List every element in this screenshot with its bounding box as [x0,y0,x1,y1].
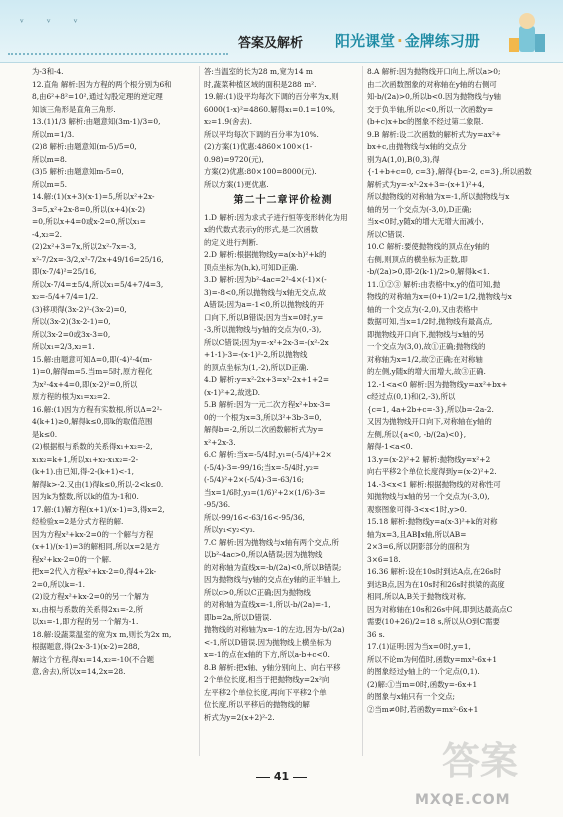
answer-line: 轴的另一个交点为(-3,0),D正确; [367,204,472,214]
answer-line: 19.解:(1)设平均每次下调的百分率为x,则 [204,92,339,101]
answer-line: 因为k为整数,所以k的值为-1和0. [32,492,139,501]
answer-line: 7.C 解析:因为抛物线与x轴有两个交点,所 [204,537,339,547]
answer-line: 以x₁=-1,即方程的另一个解为-1. [32,617,139,626]
answer-line: 1.D 解析:因为求式子进行恒等变形转化为用 [204,212,348,222]
answer-line: 把x=2代入方程x²+kx-2=0,得4+2k- [32,567,157,576]
answer-line: 2个单位长度,相当于把抛物线y=2x²向 [204,675,330,684]
answer-line: 根据题意,得(2x-3-1)(x-2)=288, [32,642,140,651]
answer-line: c经过点(0,1)和(2,-3),所以 [367,392,456,401]
answer-line: 以b²-4ac>0,所以A错误;因为抛物线 [204,550,323,559]
answer-line: 8.B 解析:把x轴、y轴分别向上、向右平移 [204,662,341,672]
answer-line: 8,由6²+8²=10²,通过勾股定理的逆定理 [32,92,163,101]
answer-line: 因为方程x²+kx-2=0的一个解与方程 [32,529,154,539]
answer-line: 所以方案(1)更优惠. [204,179,269,189]
answer-line: 的对称轴为直线x=-1,所以-b/(2a)=-1, [204,600,331,609]
brand-title [335,30,480,51]
answer-line: (2)设方程x²+kx-2=0的另一个解为 [32,592,149,601]
page-footer [0,770,563,783]
answer-line: 物线的对称轴为x=(0+1)/2=1/2,抛物线与x [367,292,512,301]
answer-line: 析式为y=2(x+2)²-2. [204,712,275,722]
answer-line: (2)解:①当m=0时,函数y=-6x+1 [367,679,478,689]
answer-line: =0,所以x+4=0或x-2=0,所以x₁= [32,217,146,226]
answer-line: 交于负半轴,所以c<0,所以一次函数y= [367,104,494,114]
answer-line: 所以x₁=2/3,x₂=1. [32,342,95,351]
answer-line: 4.D 解析:y=x²-2x+3=x²-2x+1+2= [204,375,330,384]
answer-line: +1-1)-3=-(x-1)²-2,所以抛物线 [204,350,308,359]
answer-line: 3)=-8<0,所以抛物线与x轴无交点,故 [204,287,327,297]
answer-line: 时,蔬菜种植区域的面积是288 m². [204,79,317,89]
answer-line: 所以c>0,所以C正确;因为抛物线 [204,587,311,597]
answer-line: 15.18 解析:抛物线y=a(x-3)²+k的对称 [367,517,498,526]
answer-line: 因为抛物线与y轴的交点在y轴的正半轴上, [204,575,341,584]
answer-line: 当x<0时,y随x的增大无增大而减小, [367,217,484,226]
answer-line: 1)=0,解得m=5.当m=5时,原方程化 [32,367,153,376]
answer-line: 左侧,所以{a<0, -b/(2a)<0}, [367,429,467,439]
answer-line: 解得k>-2.又由(1)得k≤0,所以-2<k≤0. [32,479,164,489]
answer-line: x₂=-5/4+7/4=1/2. [32,292,99,301]
answer-line: 数据可知,当x=1/2时,抛物线有最高点, [367,317,493,326]
answer-line: 解得b=-2,所以二次函数解析式为y= [204,425,324,434]
answer-line: 别为A(1,0),B(0,3),得 [367,154,440,164]
answer-line: 的对称轴为直线x=-b/(2a)<0,所以B错误; [204,562,342,572]
answer-line: bx+c,由抛物线与x轴的交点分 [367,142,467,151]
answer-line: 所以3x-2=0或3x-3=0, [32,329,111,339]
answer-line: 3×6=18. [367,554,401,564]
answer-line: 2.D 解析:根据抛物线y=a(x-h)²+k的 [204,250,327,259]
answer-line: 所以y₁<y₂<y₃. [204,525,255,534]
page-number: 41 [273,770,290,783]
svg-text:答案: 答案 [442,739,519,783]
answer-line: 解析式为y=-x²-2x+3=-(x+1)²+4, [367,179,485,189]
answer-line: x₁x₂=k+1,所以x₁+x₂-x₁x₂=-2- [32,454,139,464]
answer-line: -3,所以抛物线与y轴的交点为(0,-3), [204,325,322,334]
answer-line: 知抛物线与x轴的另一个交点为(-3,0), [367,492,490,501]
answer-line: 9.B 解析:设二次函数的解析式为y=ax²+ [367,129,502,139]
answer-line: 4(k+1)≥0,解得k≤0,即k的取值范围 [32,417,153,426]
answer-line: (2)方案(1)优惠:4860×100×(1- [204,142,313,151]
answer-line: 3=5,x²+2x-8=0,所以(x+4)(x-2) [32,204,146,214]
answer-line: 所以m=1/3. [32,129,75,139]
answer-line: <-1,所以D错误.因为抛物线上横坐标为 [204,637,332,647]
answer-line: (b+c)x+bc的图象不经过第二象限. [367,117,484,126]
answer-line: x的代数式表示y的形式,是二次函数 [204,225,319,234]
answer-line: 需要(10+26)/2=18 s,所以从O到C需要 [367,617,500,626]
answer-line: 0的一个根为x=3,所以3²+3b-3=0, [204,412,322,422]
answer-column-left [32,66,194,756]
brand-name-b: 金牌练习册 [404,32,480,50]
answer-line: 36 s. [367,629,385,639]
brand-separator: · [397,32,403,50]
answer-line: 所以C错误. [367,229,405,239]
answer-column-middle [199,66,362,756]
answer-line: 位长度,所以平移后的抛物线的解 [204,700,310,709]
answer-line: 抛物线的对称轴为x=-1的左边,因为-b/(2a) [204,625,345,634]
answer-line: 是k≤0. [32,429,58,439]
answer-line: 所以(3x-2)(3x-2-1)=0, [32,317,111,326]
answer-line: 因为对称轴在10s和26s中间,即到达最高点C [367,604,513,614]
answer-line: 一个交点为(3,0),故①正确;抛物线的 [367,342,486,351]
answer-line: 3.D 解析:因为b²-4ac=2²-4×(-1)×(- [204,275,327,284]
section-heading: 第二十二章评价检测 [233,195,333,206]
answer-line: 所以抛物线的对称轴为x=-1,所以抛物线与x [367,192,510,201]
birds-decoration-icon: ᵛ ᵛ ᵛ [20,18,88,29]
answer-line: 13.(1)1/3 解析:由题意知(3m-1)/3=0, [32,117,161,126]
answer-line: (-5/4)²+2×(-5/4)-3=-63/16; [204,475,305,484]
answer-line: 13.y=(x-2)²+2 解析:抛物线y=x²+2 [367,454,491,464]
answer-line: 8.A 解析:因为抛物线开口向上,所以a>0; [367,67,501,76]
answer-line: 所以m=8. [32,154,68,164]
page-header [0,0,563,63]
answer-line: 的定义进行判断. [204,237,259,247]
answer-line: 对称轴为x=1/2,故②正确;在对称轴 [367,354,483,364]
answer-line: -95/36. [204,500,231,509]
answer-line: 16.36 解析:设在10s时到达A点,在26s时 [367,567,501,576]
answer-line: 11.①②③ 解析:由表格中x,y的值可知,抛 [367,279,501,289]
answer-line: -b/(2a)>0,即-2(k-1)/2>0,解得k<1. [367,267,490,276]
answer-line: 2×3=6,所以阴影部分的面积为 [367,542,470,551]
answer-line: 14.-3<x<1 解析:根据抛物线的对称性可 [367,479,501,489]
page-title: 答案及解析 [238,36,304,51]
answer-line: 18.解:设蔬菜温室的宽为x m,则长为2x m, [32,629,172,639]
answer-line: 0.98)=9720(元), [204,154,264,164]
answer-line: 所以m=5. [32,179,68,189]
answer-line: 17.(1)证明:因为当x=0时,y=1, [367,642,471,651]
answer-line: 的图象与x轴只有一个交点; [367,692,455,701]
mascot-icon [505,8,549,58]
answer-line: 方案(2)优惠:80×100=8000(元). [204,167,317,176]
answer-line: 又因为抛物线开口向下,对称轴在y轴的 [367,417,492,426]
answer-line: 轴为x=3,且AB∥x轴,所以AB= [367,529,467,539]
answer-line: 16.解:(1)因为方程有实数根,所以Δ=2²- [32,404,163,414]
answer-line: 知该三角形是直角三角形. [32,104,116,114]
answer-line: x₁,由根与系数的关系得2x₁=-2,所 [32,604,143,614]
answer-line: 14.解:(1)(x+3)(x-1)=5,所以x²+2x- [32,192,155,201]
answer-line: 顶点坐标为(h,k),可知D正确. [204,262,299,272]
answer-line: 程x²+kx-2=0的一个解. [32,554,112,564]
answer-line: {-1+b+c=0, c=3},解得{b=-2, c=3},所以函数 [367,167,532,176]
answer-line: (-5/4)-3=-99/16;当x=-5/4时,y₂= [204,462,320,472]
answer-line: 15.解:由题意可知Δ=0,即(-4)²-4(m- [32,354,153,364]
answer-line: ②当m≠0时,若函数y=mx²-6x+1 [367,704,479,714]
answer-line: (3)5 解析:由题意知m-5=0, [32,167,124,176]
answer-line: -4,x₂=2. [32,229,62,239]
answer-line: 17.解:(1)解方程(x+1)/(x-1)=3,得x=2, [32,504,165,514]
answer-line: 12.直角 解析:因为方程的两个根分别为6和 [32,79,172,89]
answer-line: 6000(1-x)²=4860.解得x₁=0.1=10%, [204,104,336,114]
answer-line: 当x=1/6时,y₃=(1/6)²+2×(1/6)-3= [204,487,326,497]
answer-line: 所以x-7/4=±5/4,所以x₁=5/4+7/4=3, [32,279,164,289]
answer-line: {c=1, 4a+2b+c=-3},所以b=-2a-2. [367,404,494,414]
answer-line: x₂=1.9(舍去). [204,117,252,126]
answer-line: 5.B 解析:因为一元二次方程x²+bx-3= [204,400,331,409]
answer-line: A错误;因为a=-1<0,所以抛物线的开 [204,300,325,309]
answer-line: 即抛物线开口向下,抛物线与x轴的另 [367,329,485,339]
answer-line: 右侧,则顶点的横坐标为正数,即 [367,254,468,264]
answer-line: 轴的一个交点为(-2,0),又由表格中 [367,304,479,314]
answer-line: 的图象经过y轴上的一个定点(0,1). [367,667,480,676]
footer-dash-right [293,777,307,778]
answer-line: 解这个方程,得x₁=14,x₂=-10(不合题 [32,654,155,664]
answer-line: 到达B点,因为在10s时和26s时拱梁的高度 [367,579,505,589]
answer-line: (x+1)/(x-1)=3的解相同,所以x=2是方 [32,542,160,551]
answer-line: 所以-99/16<-63/16<-95/36, [204,512,305,522]
answer-line: 所以C错误;因为y=-x²+2x-3=-(x²-2x [204,337,329,347]
answer-line: 观察图象可得-3<x<1时,y>0. [367,504,467,514]
answer-line: 意,舍去),所以x=14,2x=28. [32,667,126,676]
answer-line: 口向下,所以B错误;因为当x=0时,y= [204,312,324,322]
answer-line: 2=0,所以k=-1. [32,579,85,589]
answer-line: 左平移2个单位长度,再向下平移2个单 [204,687,327,697]
answer-line: (2)2x²+3=7x,所以2x²-7x=-3, [32,242,137,251]
answer-line: 经检验x=2是分式方程的解. [32,517,124,526]
answer-line: 为-3和-4. [32,67,64,76]
answer-line: x²+2x-3. [204,437,236,447]
answer-line: 12.-1<a<0 解析:因为抛物线y=ax²+bx+ [367,379,508,389]
answer-line: x²-7/2x=-3/2,x²-7/2x+49/16=25/16, [32,254,164,264]
answer-line: 由二次函数图象的对称轴在y轴的右侧可 [367,79,497,89]
answer-line: 知-b/(2a)>0,所以b<0.因为抛物线与y轴 [367,92,501,101]
answer-line: (2)根据根与系数的关系得x₁+x₂=-2, [32,442,153,451]
answer-line: 相同,所以A,B关于抛物线对称, [367,592,467,601]
answer-line: 原方程的根为x₁=x₂=2. [32,392,111,401]
brand-name-a: 阳光课堂 [335,32,396,50]
answer-line: (x-1)²+2,故选D. [204,387,261,397]
answer-line: 即b=2a,所以D错误. [204,612,272,622]
answer-line: x=-1的点在x轴的下方,所以a-b+c<0. [204,650,330,659]
answer-column-right [362,66,537,756]
answer-line: 的左侧,y随x的增大而增大,故③正确. [367,367,486,376]
answer-line: (3)移项得(3x-2)²-(3x-2)=0, [32,304,127,314]
answer-line: 所以不论m为何值时,函数y=mx²-6x+1 [367,654,498,664]
answer-line: 为x²-4x+4=0,即(x-2)²=0,所以 [32,379,138,389]
answer-line: 10.C 解析:要使抛物线的顶点在y轴的 [367,242,490,251]
answer-line: (k+1).由已知,得-2-(k+1)<-1, [32,467,134,476]
answer-line: 的顶点坐标为(1,-2),所以D正确. [204,362,309,372]
answer-line: 向右平移2个单位长度得到y=(x-2)²+2. [367,467,497,476]
answer-line: 答:当温室的长为28 m,宽为14 m [204,67,313,76]
answer-line: 6.C 解析:当x=-5/4时,y₁=(-5/4)²+2× [204,450,332,459]
answer-line: (2)8 解析:由题意知(m-5)/5=0, [32,142,137,151]
header-dotted-rule [8,53,228,59]
answer-line: 所以平均每次下调的百分率为10%. [204,129,319,139]
watermark-text: MXQE.COM [415,792,511,808]
footer-dash-left [256,777,270,778]
answer-line: 即(x-7/4)²=25/16, [32,267,97,276]
answer-line: 解得-1<a<0. [367,442,413,451]
